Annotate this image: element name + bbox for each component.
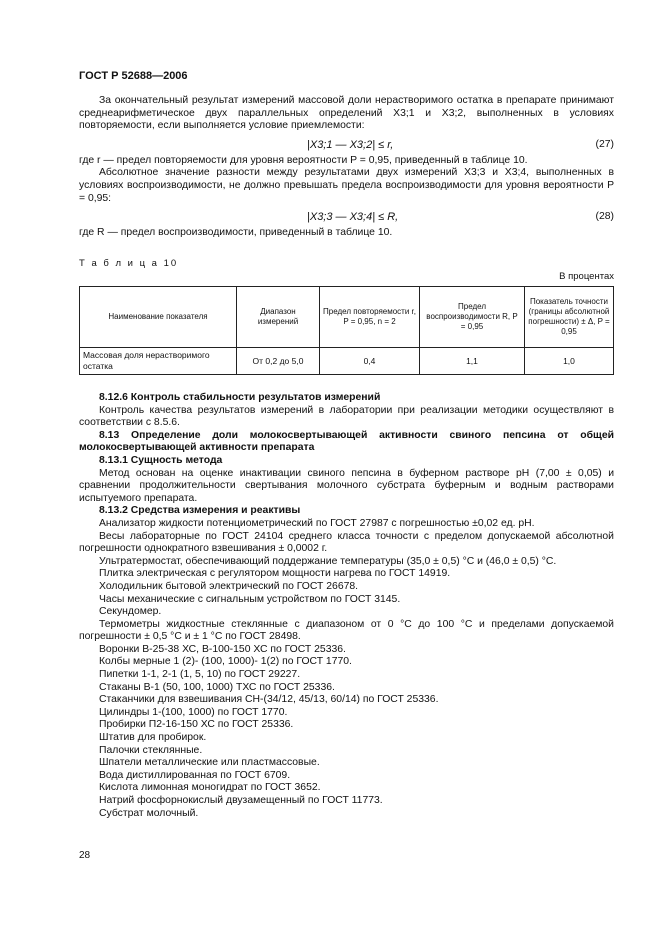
section-heading: 8.13.2 Средства измерения и реактивы <box>99 505 301 517</box>
body-paragraph: Метод основан на оценке инактивации свиного пепсина в буферном растворе pH (7,00 ± 0,05) и сравнении продолжительности свертывания молочного субстрата буферным и водным растворами испытуемого препарата. <box>79 467 614 504</box>
body-paragraph: Субстрат молочный. <box>99 807 199 819</box>
intro-section <box>79 95 614 240</box>
table-cell: 1,1 <box>420 348 525 375</box>
body-section <box>79 392 614 820</box>
table-header-cell: Предел воспроизводимости R, P = 0,95 <box>420 287 525 348</box>
body-paragraph: Воронки В-25-38 ХС, В-100-150 ХС по ГОСТ 25336. <box>99 643 346 655</box>
intro-paragraph-1: За окончательный результат измерений массовой доли нерастворимого остатка в препарате принимают среднеарифметическое двух параллельных определений X3;1 и X3;2, выполненных в условиях повторяемости, если выполняется условие приемлемости: <box>79 95 614 132</box>
section-heading: 8.13.1 Сущность метода <box>99 454 223 466</box>
formula-27-expression: |X3;1 — X3;2| ≤ r, <box>307 138 394 151</box>
body-paragraph: Весы лабораторные по ГОСТ 24104 среднего класса точности с пределом допускаемой абсолютной погрешности однократного взвешивания ± 0,0002 г. <box>79 530 614 555</box>
table-row <box>80 348 614 375</box>
body-paragraph: Колбы мерные 1 (2)- (100, 1000)- 1(2) по ГОСТ 1770. <box>99 656 352 668</box>
table-units: В процентах <box>559 271 614 282</box>
body-paragraph: Стаканчики для взвешивания СН-(34/12, 45/13, 60/14) по ГОСТ 25336. <box>99 694 439 706</box>
formula-27-number: (27) <box>595 138 614 150</box>
intro-paragraph-2: где r — предел повторяемости для уровня вероятности P = 0,95, приведенный в таблице 10. <box>79 154 528 166</box>
formula-28-number: (28) <box>595 211 614 223</box>
document-header: ГОСТ Р 52688—2006 <box>79 70 188 82</box>
table-header-row <box>80 287 614 348</box>
table-header-cell: Диапазон измерений <box>237 287 320 348</box>
body-paragraph: Цилиндры 1-(100, 1000) по ГОСТ 1770. <box>99 706 288 718</box>
body-paragraph: Холодильник бытовой электрический по ГОСТ 26678. <box>99 580 359 592</box>
body-paragraph: Стаканы В-1 (50, 100, 1000) ТХС по ГОСТ 25336. <box>99 681 335 693</box>
body-paragraph: Пробирки П2-16-150 ХС по ГОСТ 25336. <box>99 719 294 731</box>
table-cell: 1,0 <box>525 348 614 375</box>
body-paragraph: Штатив для пробирок. <box>99 732 207 744</box>
table-cell: От 0,2 до 5,0 <box>237 348 320 375</box>
table-caption: Т а б л и ц а 10 <box>79 258 179 269</box>
body-paragraph: Кислота лимонная моногидрат по ГОСТ 3652. <box>99 782 321 794</box>
body-paragraph: Ультратермостат, обеспечивающий поддержание температуры (35,0 ± 0,5) °С и (46,0 ± 0,5) °С. <box>99 555 557 567</box>
table-10 <box>79 286 614 375</box>
intro-paragraph-4: где R — предел воспроизводимости, приведенный в таблице 10. <box>79 227 393 239</box>
body-paragraph: Секундомер. <box>99 606 162 618</box>
formula-28 <box>79 207 614 227</box>
table-cell: Массовая доля нерастворимого остатка <box>80 348 237 375</box>
body-paragraph: Шпатели металлические или пластмассовые. <box>99 757 320 769</box>
body-paragraph: Вода дистиллированная по ГОСТ 6709. <box>99 769 291 781</box>
body-paragraph: Термометры жидкостные стеклянные с диапазоном от 0 °С до 100 °С и пределами допускаемой погрешности ± 0,5 °С и ± 1 °С по ГОСТ 28498. <box>79 618 614 643</box>
body-paragraph: Часы механические с сигнальным устройством по ГОСТ 3145. <box>99 593 401 605</box>
table-header-cell: Наименование показателя <box>80 287 237 348</box>
table-header-cell: Предел повторяемости r, P = 0,95, n = 2 <box>320 287 420 348</box>
page-number: 28 <box>79 850 91 861</box>
table-cell: 0,4 <box>320 348 420 375</box>
body-paragraph: Контроль качества результатов измерений в лаборатории при реализации методики осуществляют в соответствии с 8.5.6. <box>79 404 614 429</box>
formula-28-expression: |X3;3 — X3;4| ≤ R, <box>307 211 399 224</box>
intro-paragraph-3: Абсолютное значение разности между результатами двух измерений X3;3 и X3;4, выполненных в условиях воспроизводимости, не должно превышать предела воспроизводимости для уровня вероятности P = 0,95: <box>79 167 614 204</box>
section-heading: 8.13 Определение доли молокосвертывающей активности свиного пепсина от общей молокосвертывающей активности препарата <box>79 429 614 454</box>
table-header-cell: Показатель точности (границы абсолютной погрешности) ± Δ, P = 0,95 <box>525 287 614 348</box>
body-paragraph: Палочки стеклянные. <box>99 744 203 756</box>
body-paragraph: Плитка электрическая с регулятором мощности нагрева по ГОСТ 14919. <box>99 568 451 580</box>
section-heading: 8.12.6 Контроль стабильности результатов измерений <box>99 392 381 403</box>
body-paragraph: Пипетки 1-1, 2-1 (1, 5, 10) по ГОСТ 29227. <box>99 669 301 681</box>
formula-27 <box>79 135 614 155</box>
body-paragraph: Анализатор жидкости потенциометрический по ГОСТ 27987 с погрешностью ±0,02 ед. pH. <box>99 517 535 529</box>
body-paragraph: Натрий фосфорнокислый двузамещенный по ГОСТ 11773. <box>99 795 383 806</box>
